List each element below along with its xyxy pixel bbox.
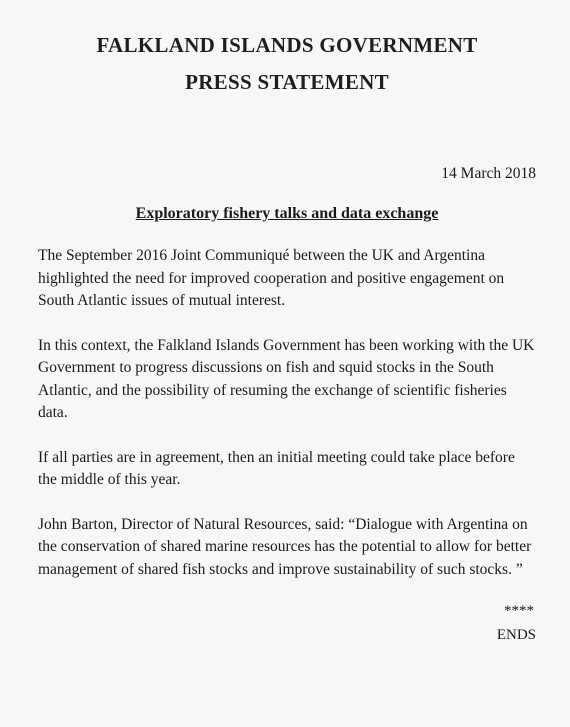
paragraph-quote: John Barton, Director of Natural Resources, said: “Dialogue with Argentina on the conservation of shared marine resources has the potential to allow for better management of shared fish stocks and improve sustainability of such stocks. ” — [38, 515, 532, 578]
government-title: FALKLAND ISLANDS GOVERNMENT — [96, 33, 478, 57]
statement-subject: Exploratory fishery talks and data exchange — [135, 205, 439, 222]
statement-date: 14 March 2018 — [441, 165, 536, 182]
end-stars: **** — [504, 603, 534, 619]
paragraph-context: In this context, the Falkland Islands Government has been working with the UK Government to progress discussions on fish and squid stocks in the South Atlantic, and the possibility of resuming the exchange of scientific fisheries data. — [38, 336, 535, 421]
ends-marker: ENDS — [496, 627, 536, 643]
paragraph-joint-communique: The September 2016 Joint Communiqué between the UK and Argentina highlighted the need for improved cooperation and positive engagement on South Atlantic issues of mutual interest. — [38, 247, 505, 309]
paragraph-meeting: If all parties are in agreement, then an initial meeting could take place before the middle of this year. — [38, 448, 515, 488]
document-type-title: PRESS STATEMENT — [185, 70, 389, 94]
